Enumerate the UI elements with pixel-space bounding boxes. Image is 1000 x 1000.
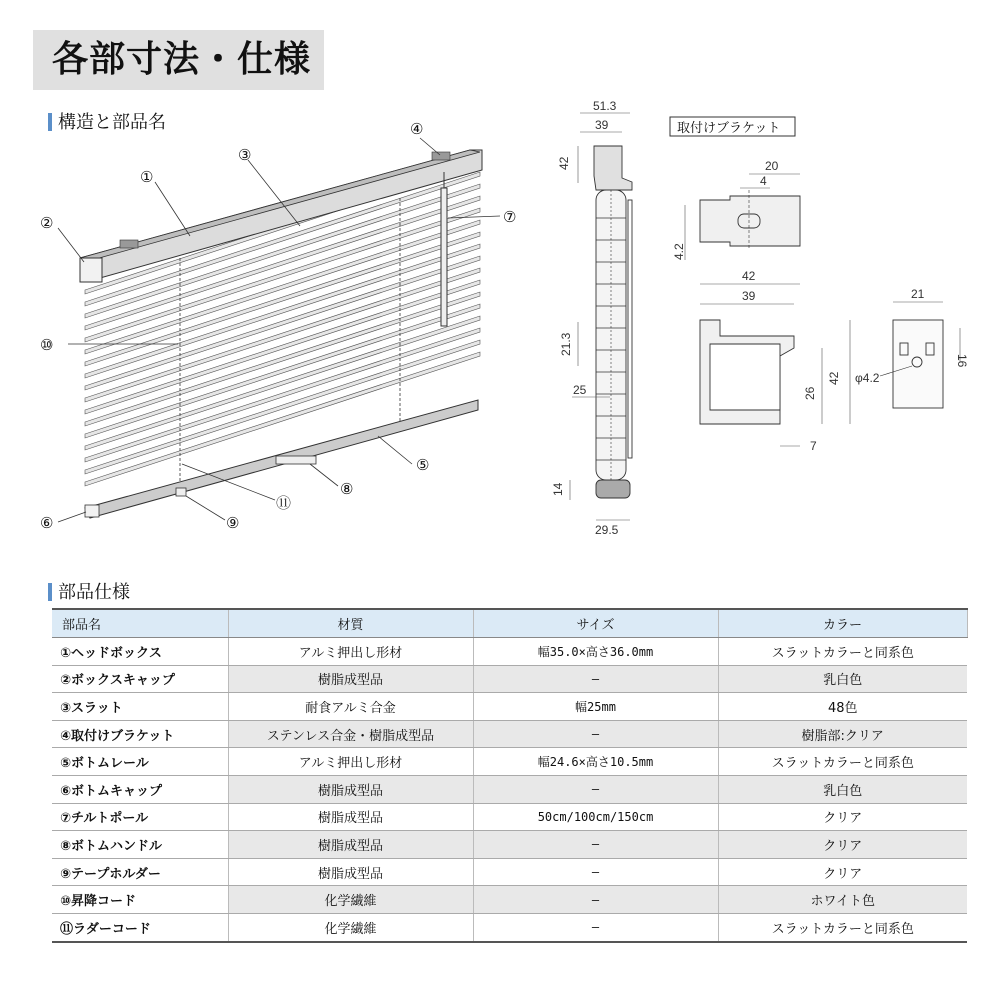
callout-1: ① (140, 169, 154, 186)
table-row (52, 748, 967, 776)
dim-21-3: 21.3 (559, 332, 573, 356)
side-section (594, 146, 632, 498)
dim-25: 25 (573, 383, 587, 397)
tilt-pole (441, 188, 447, 326)
dim-20: 20 (765, 159, 779, 173)
callout-9: ⑨ (226, 515, 240, 532)
section-heading-specs (48, 582, 130, 604)
callout-11: ⑪ (276, 495, 292, 512)
dim-39: 39 (595, 118, 609, 132)
cell-part: ⑧ボトムハンドル (52, 831, 228, 859)
cell-part: ⑥ボトムキャップ (52, 775, 228, 803)
dim-b39: 39 (742, 289, 756, 303)
dim-h16: 16 (955, 354, 969, 368)
bracket-left (120, 240, 138, 248)
cell-color: 樹脂部:クリア (718, 720, 967, 748)
cell-size: — (473, 831, 718, 859)
table-row (52, 858, 967, 886)
cell-material: 樹脂成型品 (228, 831, 473, 859)
table-row (52, 913, 967, 941)
cell-material: アルミ押出し形材 (228, 638, 473, 666)
cell-color: ホワイト色 (718, 886, 967, 914)
table-row (52, 886, 967, 914)
dim-b7: 7 (810, 439, 817, 453)
cell-size: — (473, 775, 718, 803)
heading-accent-bar (48, 583, 52, 601)
cell-part: ⑦チルトポール (52, 803, 228, 831)
cell-part: ⑨テープホルダー (52, 858, 228, 886)
table-row (52, 775, 967, 803)
callout-5: ⑤ (416, 457, 430, 474)
table-row (52, 693, 967, 721)
col-header-part: 部品名 (52, 609, 228, 638)
bracket-hole-detail (880, 320, 943, 408)
cell-material: 化学繊維 (228, 886, 473, 914)
callout-6: ⑥ (40, 515, 54, 532)
page-title: 各部寸法・仕様 (52, 39, 312, 80)
cell-material: ステンレス合金・樹脂成型品 (228, 720, 473, 748)
dim-b26: 26 (803, 386, 817, 400)
cell-color: スラットカラーと同系色 (718, 748, 967, 776)
dim-phi: φ4.2 (855, 371, 880, 385)
cell-color: 48色 (718, 693, 967, 721)
dim-b42v: 42 (827, 371, 841, 385)
dim-h21: 21 (911, 287, 925, 301)
tape-holder (176, 488, 186, 496)
dim-29-5: 29.5 (595, 523, 619, 537)
cell-material: 化学繊維 (228, 913, 473, 941)
callout-7: ⑦ (503, 209, 517, 226)
cell-size: — (473, 665, 718, 693)
cell-size: 幅35.0×高さ36.0mm (473, 638, 718, 666)
bracket-label: 取付けブラケット (677, 120, 781, 135)
cell-color: クリア (718, 858, 967, 886)
bracket-right (432, 152, 450, 160)
cell-part: ⑪ラダーコード (52, 913, 228, 941)
blind-diagram (0, 100, 1000, 550)
dim-4: 4 (760, 174, 767, 188)
col-header-material: 材質 (228, 609, 473, 638)
cell-part: ⑤ボトムレール (52, 748, 228, 776)
table-row (52, 803, 967, 831)
dim-b42: 42 (742, 269, 756, 283)
cell-size: 幅25mm (473, 693, 718, 721)
cell-color: スラットカラーと同系色 (718, 638, 967, 666)
table-row (52, 720, 967, 748)
cell-material: アルミ押出し形材 (228, 748, 473, 776)
cell-part: ②ボックスキャップ (52, 665, 228, 693)
cell-size: 50cm/100cm/150cm (473, 803, 718, 831)
callout-2: ② (40, 215, 54, 232)
callout-4: ④ (410, 121, 424, 138)
dim-42: 42 (557, 156, 571, 170)
bracket-top-detail (700, 190, 800, 250)
cell-color: 乳白色 (718, 775, 967, 803)
cell-material: 耐食アルミ合金 (228, 693, 473, 721)
cell-material: 樹脂成型品 (228, 775, 473, 803)
cell-size: 幅24.6×高さ10.5mm (473, 748, 718, 776)
col-header-size: サイズ (473, 609, 718, 638)
cell-material: 樹脂成型品 (228, 803, 473, 831)
cell-size: — (473, 913, 718, 941)
bottom-cap (85, 505, 99, 517)
spec-table (52, 608, 968, 943)
table-row (52, 831, 967, 859)
cell-color: クリア (718, 831, 967, 859)
cell-material: 樹脂成型品 (228, 858, 473, 886)
cell-part: ④取付けブラケット (52, 720, 228, 748)
dim-14: 14 (551, 482, 565, 496)
table-row (52, 665, 967, 693)
bracket-section-detail (700, 320, 794, 424)
cell-part: ①ヘッドボックス (52, 638, 228, 666)
dim-51-3: 51.3 (593, 100, 617, 113)
callout-8: ⑧ (340, 481, 354, 498)
cell-material: 樹脂成型品 (228, 665, 473, 693)
cell-color: 乳白色 (718, 665, 967, 693)
cell-part: ③スラット (52, 693, 228, 721)
dim-4-2: 4.2 (672, 243, 686, 260)
callout-3: ③ (238, 147, 252, 164)
cell-part: ⑩昇降コード (52, 886, 228, 914)
bottom-handle (276, 456, 316, 464)
cell-size: — (473, 720, 718, 748)
callout-10: ⑩ (40, 337, 54, 354)
table-header-row (52, 609, 967, 638)
table-row (52, 638, 967, 666)
section-specs-label: 部品仕様 (58, 582, 130, 603)
cell-color: クリア (718, 803, 967, 831)
cell-size: — (473, 858, 718, 886)
section-structure-label: 構造と部品名 (58, 112, 166, 133)
col-header-color: カラー (718, 609, 967, 638)
cell-size: — (473, 886, 718, 914)
cell-color: スラットカラーと同系色 (718, 913, 967, 941)
